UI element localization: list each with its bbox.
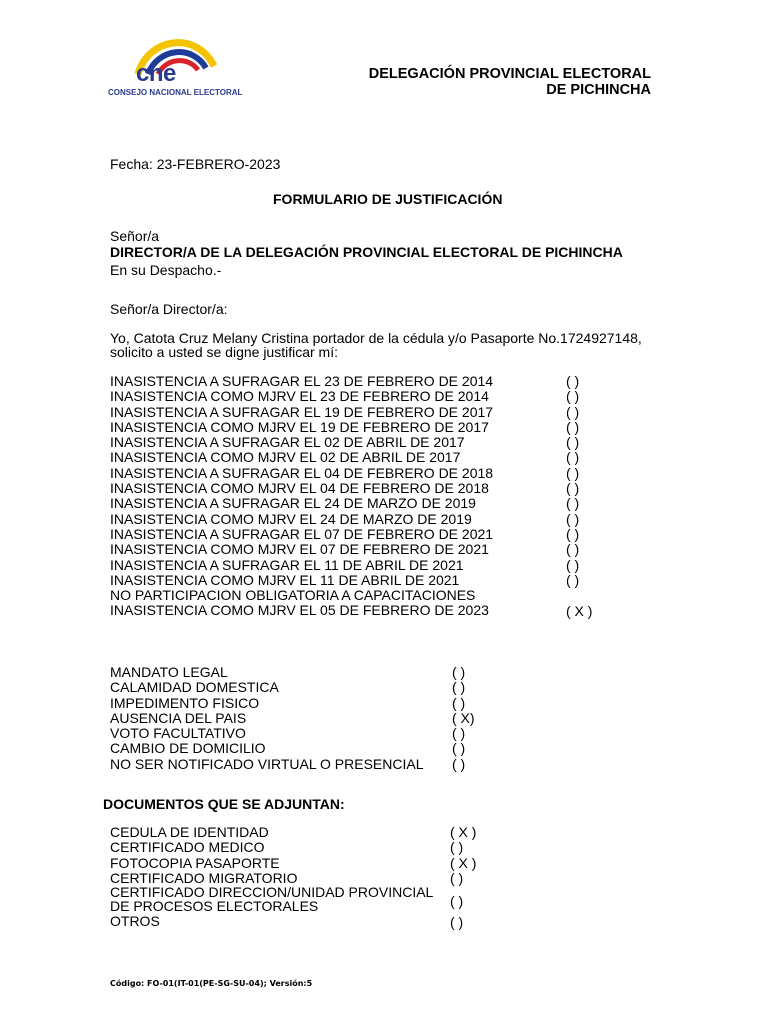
motivos-list: [110, 665, 510, 772]
checkbox-mark: ( ): [566, 449, 580, 466]
checkbox-mark: ( ): [566, 495, 580, 512]
footer-code: Código: FO-01(IT-01(PE-SG-SU-04); Versión:5: [110, 979, 313, 988]
list-item: INASISTENCIA A SUFRAGAR EL 04 DE FEBRERO DE 2018 ( ): [110, 464, 580, 481]
body-line-2: solicito a usted se digne justificar mí:: [110, 344, 338, 360]
checkbox-mark: ( ): [450, 914, 464, 930]
doc-otros-label: OTROS: [110, 913, 160, 929]
list-item: INASISTENCIA A SUFRAGAR EL 19 DE FEBRERO DE 2017 ( ): [110, 403, 580, 420]
checkbox-mark: ( ): [452, 755, 466, 772]
checkbox-mark: ( X ): [566, 603, 593, 620]
checkbox-mark: ( ): [566, 525, 580, 542]
doc-multi-line-1: CERTIFICADO DIRECCION/UNIDAD PROVINCIAL: [110, 884, 434, 900]
list-item: INASISTENCIA COMO MJRV EL 07 DE FEBRERO DE 2021 ( ): [110, 541, 580, 558]
checkbox-mark: ( ): [452, 679, 466, 696]
list-item: CERTIFICADO MIGRATORIO ( ): [110, 869, 464, 886]
documentos-list: [110, 825, 510, 886]
list-item: CEDULA DE IDENTIDAD ( X ): [110, 824, 477, 840]
list-item: INASISTENCIA COMO MJRV EL 23 DE FEBRERO DE 2014 ( ): [110, 388, 580, 405]
body-line-1: Yo, Catota Cruz Melany Cristina portador de la cédula y/o Pasaporte No.1724927148,: [110, 330, 642, 346]
checkbox-mark: ( ): [450, 893, 464, 909]
checkbox-mark: ( ): [452, 725, 466, 742]
form-title: FORMULARIO DE JUSTIFICACIÓN: [273, 191, 503, 207]
list-item: AUSENCIA DEL PAIS ( X): [110, 709, 475, 726]
date: Fecha: 23-FEBRERO-2023: [110, 156, 281, 172]
list-item: INASISTENCIA COMO MJRV EL 24 DE MARZO DE 2019 ( ): [110, 510, 580, 527]
list-item: CALAMIDAD DOMESTICA ( ): [110, 679, 466, 696]
list-item: INASISTENCIA COMO MJRV EL 02 DE ABRIL DE 2017 ( ): [110, 449, 580, 466]
list-item: INASISTENCIA COMO MJRV EL 05 DE FEBRERO DE 2023 ( X ): [110, 602, 593, 620]
list-item: INASISTENCIA A SUFRAGAR EL 23 DE FEBRERO DE 2014 ( ): [110, 373, 580, 389]
list-item: INASISTENCIA A SUFRAGAR EL 11 DE ABRIL DE 2021 ( ): [110, 556, 580, 573]
checkbox-mark: ( ): [452, 694, 466, 711]
cne-logo: [108, 30, 248, 102]
salutation: Señor/a: [110, 228, 160, 244]
checkbox-mark: ( ): [566, 403, 580, 420]
list-item: NO PARTICIPACION OBLIGATORIA A CAPACITACIONES: [110, 587, 476, 604]
list-item: VOTO FACULTATIVO ( ): [110, 725, 466, 742]
checkbox-mark: ( X): [452, 709, 475, 726]
checkbox-mark: ( ): [566, 510, 580, 527]
documentos-title: DOCUMENTOS QUE SE ADJUNTAN:: [103, 796, 345, 812]
checkbox-mark: ( ): [450, 869, 464, 886]
despacho: En su Despacho.-: [110, 262, 222, 278]
list-item: NO SER NOTIFICADO VIRTUAL O PRESENCIAL ( ): [110, 755, 466, 772]
checkbox-mark: ( X ): [450, 824, 477, 840]
list-item: FOTOCOPIA PASAPORTE ( X ): [110, 854, 477, 871]
doc-multi-line-2: DE PROCESOS ELECTORALES: [110, 898, 319, 914]
list-item: INASISTENCIA A SUFRAGAR EL 24 DE MARZO DE 2019 ( ): [110, 495, 580, 512]
checkbox-mark: ( ): [566, 571, 580, 588]
checkbox-mark: ( ): [566, 480, 580, 497]
list-item: INASISTENCIA COMO MJRV EL 11 DE ABRIL DE 2021 ( ): [110, 571, 580, 588]
checkbox-mark: ( ): [566, 373, 580, 389]
greeting: Señor/a Director/a:: [110, 301, 228, 317]
checkbox-mark: ( ): [450, 839, 464, 856]
header-line-1: DELEGACIÓN PROVINCIAL ELECTORAL: [368, 66, 651, 82]
checkbox-mark: ( ): [566, 434, 580, 451]
checkbox-mark: ( ): [566, 556, 580, 573]
checkbox-mark: ( ): [566, 418, 580, 435]
checkbox-mark: ( ): [566, 541, 580, 558]
checkbox-mark: ( X ): [450, 854, 477, 871]
checkbox-mark: ( ): [452, 740, 466, 757]
list-item: INASISTENCIA COMO MJRV EL 19 DE FEBRERO DE 2017 ( ): [110, 418, 580, 435]
list-item: IMPEDIMENTO FISICO ( ): [110, 694, 466, 711]
list-item: INASISTENCIA A SUFRAGAR EL 07 DE FEBRERO DE 2021 ( ): [110, 525, 580, 542]
checkbox-mark: ( ): [566, 464, 580, 481]
checkbox-mark: ( ): [566, 388, 580, 405]
list-item: CERTIFICADO MEDICO ( ): [110, 839, 464, 856]
inasistencias-list: [110, 374, 610, 619]
header-line-2: DE PICHINCHA: [546, 82, 651, 98]
list-item: INASISTENCIA COMO MJRV EL 04 DE FEBRERO DE 2018 ( ): [110, 480, 580, 497]
list-item: MANDATO LEGAL ( ): [110, 664, 466, 680]
logo-subtitle: CONSEJO NACIONAL ELECTORAL: [108, 88, 243, 97]
logo-text: cne: [136, 60, 176, 87]
checkbox-mark: ( ): [452, 664, 466, 680]
list-item: CAMBIO DE DOMICILIO ( ): [110, 740, 466, 757]
list-item: INASISTENCIA A SUFRAGAR EL 02 DE ABRIL DE 2017 ( ): [110, 434, 580, 451]
addressee: DIRECTOR/A DE LA DELEGACIÓN PROVINCIAL ELECTORAL DE PICHINCHA: [110, 244, 623, 260]
cne-arc-icon: [108, 30, 248, 90]
